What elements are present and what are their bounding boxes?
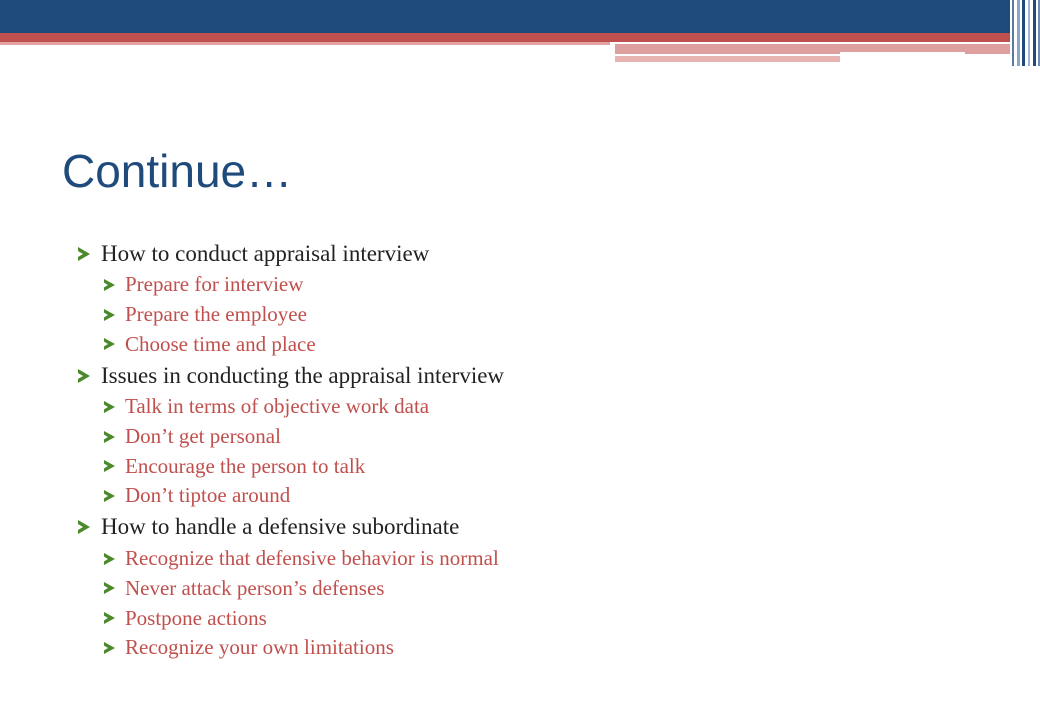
arrow-bullet-icon: [104, 401, 115, 413]
sub-bullet-text: Never attack person’s defenses: [125, 575, 385, 600]
sub-bullet-text: Recognize your own limitations: [125, 635, 394, 660]
arrow-bullet-icon: [104, 582, 115, 594]
sub-bullet-item: [78, 633, 1018, 663]
arrow-bullet-icon: [78, 247, 90, 261]
sub-bullet-item: [78, 481, 1018, 511]
bullet-item: [78, 237, 1018, 270]
sub-bullet-item: [78, 603, 1018, 633]
arrow-bullet-icon: [104, 309, 115, 321]
header-decoration: [0, 0, 1040, 70]
arrow-bullet-icon: [78, 520, 90, 534]
header-vertical-line: [1017, 0, 1020, 66]
header-gap: [610, 42, 615, 66]
sub-bullet-item: [78, 451, 1018, 481]
header-pink-stripe-lower: [615, 56, 840, 62]
sub-bullet-text: Postpone actions: [125, 605, 267, 630]
arrow-bullet-icon: [78, 369, 90, 383]
bullet-item: [78, 511, 1018, 544]
header-blue-bar: [0, 0, 1010, 33]
header-white-line: [840, 52, 965, 54]
sub-bullet-text: Encourage the person to talk: [125, 453, 366, 478]
sub-bullet-text: Recognize that defensive behavior is normal: [125, 546, 499, 571]
sub-bullet-item: [78, 422, 1018, 452]
arrow-bullet-icon: [104, 338, 115, 350]
sub-bullet-text: Choose time and place: [125, 331, 316, 356]
sub-bullet-item: [78, 300, 1018, 330]
header-vertical-line: [1012, 0, 1014, 66]
bullet-text: Issues in conducting the appraisal interview: [101, 362, 505, 388]
arrow-bullet-icon: [104, 431, 115, 443]
sub-bullet-item: [78, 329, 1018, 359]
arrow-bullet-icon: [104, 460, 115, 472]
arrow-bullet-icon: [104, 612, 115, 624]
slide-title: Continue…: [62, 145, 293, 197]
bullet-item: [78, 359, 1018, 392]
header-pink-stripe: [0, 42, 610, 45]
arrow-bullet-icon: [104, 490, 115, 502]
bullet-text: How to handle a defensive subordinate: [101, 514, 460, 540]
arrow-bullet-icon: [104, 279, 115, 291]
sub-bullet-text: Talk in terms of objective work data: [125, 394, 430, 419]
sub-bullet-text: Don’t tiptoe around: [125, 483, 291, 508]
sub-bullet-text: Don’t get personal: [125, 424, 281, 449]
header-red-bar: [0, 33, 1010, 42]
sub-bullet-item: [78, 574, 1018, 604]
sub-bullet-item: [78, 392, 1018, 422]
header-vertical-line: [1028, 0, 1030, 66]
sub-bullet-text: Prepare the employee: [125, 302, 307, 327]
bullet-text: How to conduct appraisal interview: [101, 240, 430, 266]
arrow-bullet-icon: [104, 642, 115, 654]
sub-bullet-item: [78, 270, 1018, 300]
header-vertical-line: [1033, 0, 1036, 66]
header-vertical-line: [1022, 0, 1025, 66]
bullet-list: [78, 237, 1018, 663]
sub-bullet-item: [78, 544, 1018, 574]
arrow-bullet-icon: [104, 553, 115, 565]
sub-bullet-text: Prepare for interview: [125, 272, 304, 297]
